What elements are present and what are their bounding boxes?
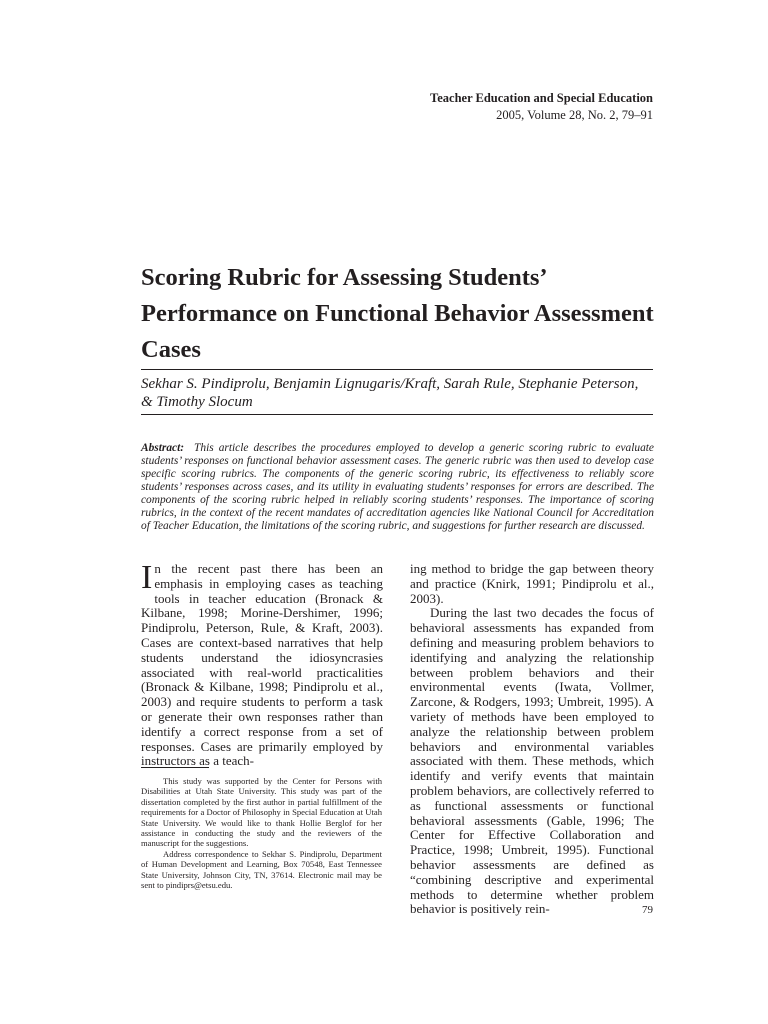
page-number: 79: [642, 904, 653, 916]
abstract: [141, 442, 654, 533]
body-paragraph: [141, 559, 383, 769]
journal-name: Teacher Education and Special Education: [430, 91, 653, 105]
footnote: [141, 776, 382, 890]
drop-cap: I: [141, 559, 153, 596]
authors-rule: [141, 414, 653, 415]
article-title: Scoring Rubric for Assessing Students’ Performance on Functional Behavior Assessment Cases: [141, 264, 654, 363]
footnote-correspondence: Address correspondence to Sekhar S. Pindiprolu, Department of Human Development and Learning, Box 70548, East Tennessee State University, Johnson City, TN, 37614. Electronic mail may be sent to pindiprs@etsu.edu.: [141, 848, 382, 891]
article-authors: Sekhar S. Pindiprolu, Benjamin Lignugaris/Kraft, Sarah Rule, Stephanie Peterson, & Timothy Slocum: [141, 376, 639, 410]
journal-header: [430, 90, 653, 124]
footnote-rule: [141, 767, 209, 768]
journal-volume: 2005, Volume 28, No. 2, 79–91: [496, 108, 653, 122]
right-paragraph-2: During the last two decades the focus of behavioral assessments has expanded from defining and measuring problem behaviors to identifying and analyzing the relationship between problem behaviors and their environmental events (Iwata, Vollmer, Zarcone, & Rodgers, 1993; Umbreit, 1995). A variety of methods have been employed to analyze the relationship between problem behaviors and environmental variables associated with them. These methods, which identify and verify events that maintain problem behaviors, are collectively referred to as functional assessments or functional behavioral assessments (Gable, 1996; The Center for Effective Collaboration and Practice, 1998; Umbreit, 1995). Functional behavior assessments are defined as “combining descriptive and experimental methods to determine whether problem behavior is positively rein-: [410, 605, 654, 917]
abstract-text: This article describes the procedures employed to develop a generic scoring rubric to evaluate students’ responses on functional behavior assessment cases. The generic rubric was then used to develop case specific scoring rubrics. The components of the generic scoring rubric, its effectiveness to reliably score students’ responses across cases, and its utility in evaluating students’ responses for errors are described. The components of the scoring rubric helped in reliably scoring students’ responses. The importance of scoring rubrics, in the context of the recent mandates of accreditation agencies like National Council for Accreditation of Teacher Education, the limitations of the scoring rubric, and suggestions for further research are discussed.: [141, 442, 654, 532]
title-rule: [141, 369, 653, 370]
footnote-support: This study was supported by the Center for Persons with Disabilities at Utah State University. This study was part of the dissertation completed by the first author in partial fulfillment of the requirements for a Doctor of Philosophy in Special Education at Utah State University. We would like to thank Hollie Berglof for her assistance in conducting the study and the reviewers of the manuscript for the suggestions.: [141, 776, 382, 849]
body-column-right: [410, 562, 654, 917]
abstract-label: Abstract:: [141, 442, 185, 454]
left-paragraph-text: n the recent past there has been an emphasis in employing cases as teaching tools in teacher education (Bronack & Kilbane, 1998; Morine-Dershimer, 1996; Pindiprolu, Peterson, Rule, & Kraft, 2003). Cases are context-based narratives that help students understand the idiosyncrasies associated with real-world practicalities (Bronack & Kilbane, 1998; Pindiprolu et al., 2003) and require students to perform a task or generate their own responses rather than identify a correct response from a set of responses. Cases are primarily employed by instructors as a teach-: [141, 561, 383, 769]
right-paragraph-1: ing method to bridge the gap between theory and practice (Knirk, 1991; Pindiprolu et al., 2003).: [410, 561, 654, 606]
body-column-left: [141, 559, 383, 769]
